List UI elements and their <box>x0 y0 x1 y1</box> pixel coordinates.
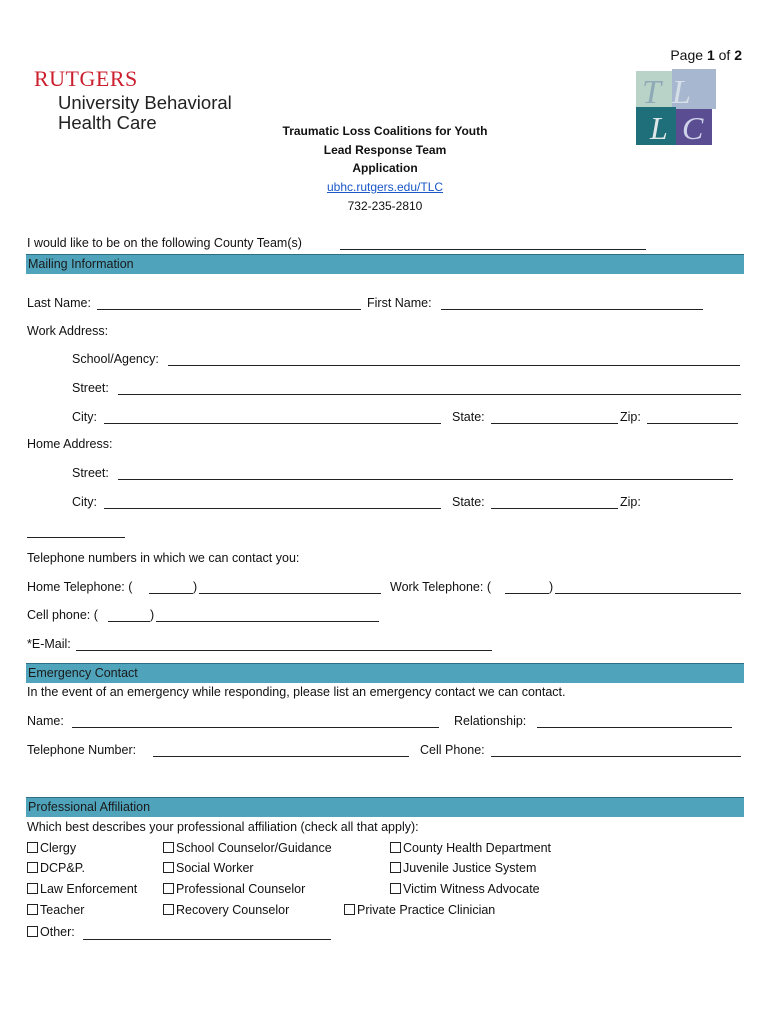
school-agency-field[interactable] <box>168 365 740 366</box>
work-street-field[interactable] <box>118 394 741 395</box>
page-number: Page 1 of 2 <box>670 47 742 63</box>
work-address-label: Work Address: <box>27 324 109 338</box>
checkbox-box[interactable] <box>27 883 38 894</box>
home-street-label: Street: <box>72 466 109 480</box>
section-professional <box>26 797 744 817</box>
work-zip-label: Zip: <box>620 410 641 424</box>
option-label: Victim Witness Advocate <box>403 882 540 896</box>
option-label: School Counselor/Guidance <box>176 841 332 855</box>
website-link[interactable]: ubhc.rutgers.edu/TLC <box>326 180 444 194</box>
emergency-cell-label: Cell Phone: <box>420 743 485 757</box>
logo-line-1: University Behavioral <box>58 92 232 113</box>
home-zip-label: Zip: <box>620 495 641 509</box>
option-label: DCP&P. <box>40 861 85 875</box>
work-state-label: State: <box>452 410 485 424</box>
checkbox-social-worker[interactable] <box>163 861 254 875</box>
work-tel-label: Work Telephone: ( <box>390 580 491 594</box>
home-street-field[interactable] <box>118 479 733 480</box>
checkbox-dcpp[interactable] <box>27 861 85 875</box>
work-zip-field[interactable] <box>647 423 738 424</box>
county-team-label: I would like to be on the following County Team(s) <box>27 236 302 250</box>
option-label: Juvenile Justice System <box>403 861 537 875</box>
cell-paren: ) <box>150 608 155 622</box>
affiliation-intro: Which best describes your professional affiliation (check all that apply): <box>27 820 419 834</box>
relationship-label: Relationship: <box>454 714 527 728</box>
checkbox-juvenile-justice[interactable] <box>390 861 536 875</box>
home-state-field[interactable] <box>491 508 618 509</box>
form-doc-type: Application <box>352 161 418 175</box>
svg-text:L: L <box>650 110 668 146</box>
svg-text:L: L <box>672 74 691 111</box>
relationship-field[interactable] <box>537 727 732 728</box>
option-label: Teacher <box>40 903 85 917</box>
email-label: *E-Mail: <box>27 637 71 651</box>
checkbox-clergy[interactable] <box>27 841 76 855</box>
cell-area-field[interactable] <box>108 621 150 622</box>
option-label: Law Enforcement <box>40 882 138 896</box>
checkbox-box[interactable] <box>27 862 38 873</box>
checkbox-school-counselor[interactable] <box>163 841 332 855</box>
emergency-name-label: Name: <box>27 714 64 728</box>
county-team-field[interactable] <box>340 249 646 250</box>
emergency-name-field[interactable] <box>72 727 439 728</box>
section-mailing-title: Mailing Information <box>28 257 134 271</box>
checkbox-county-health[interactable] <box>390 841 551 855</box>
work-city-field[interactable] <box>104 423 441 424</box>
cell-field[interactable] <box>156 621 379 622</box>
work-street-label: Street: <box>72 381 109 395</box>
last-name-label: Last Name: <box>27 296 91 310</box>
home-address-label: Home Address: <box>27 437 113 451</box>
work-city-label: City: <box>72 410 97 424</box>
option-label: Private Practice Clinician <box>357 903 496 917</box>
option-label: Professional Counselor <box>176 882 306 896</box>
email-field[interactable] <box>76 650 492 651</box>
checkbox-victim-witness[interactable] <box>390 882 540 896</box>
svg-text:C: C <box>682 110 704 146</box>
home-city-field[interactable] <box>104 508 441 509</box>
phones-intro: Telephone numbers in which we can contact you: <box>27 551 300 565</box>
checkbox-box[interactable] <box>27 904 38 915</box>
checkbox-box[interactable] <box>390 862 401 873</box>
section-emergency-title: Emergency Contact <box>28 666 138 680</box>
rutgers-logo: RUTGERS <box>34 66 138 91</box>
home-tel-paren: ) <box>193 580 198 594</box>
checkbox-box[interactable] <box>390 883 401 894</box>
option-label: County Health Department <box>403 841 551 855</box>
home-tel-area-field[interactable] <box>149 593 193 594</box>
first-name-field[interactable] <box>441 309 703 310</box>
emergency-tel-label: Telephone Number: <box>27 743 137 757</box>
home-city-label: City: <box>72 495 97 509</box>
checkbox-box[interactable] <box>163 883 174 894</box>
option-label: Social Worker <box>176 861 254 875</box>
checkbox-recovery-counselor[interactable] <box>163 903 289 917</box>
option-label: Recovery Counselor <box>176 903 290 917</box>
option-label: Clergy <box>40 841 77 855</box>
checkbox-box[interactable] <box>163 904 174 915</box>
section-professional-title: Professional Affiliation <box>28 800 151 814</box>
checkbox-box[interactable] <box>344 904 355 915</box>
option-label: Other: <box>40 925 75 939</box>
work-tel-field[interactable] <box>555 593 741 594</box>
checkbox-box[interactable] <box>390 842 401 853</box>
emergency-intro: In the event of an emergency while responding, please list an emergency contact we can contact. <box>27 685 566 699</box>
svg-text:T: T <box>642 74 661 111</box>
form-subtitle: Lead Response Team <box>323 143 447 157</box>
checkbox-box[interactable] <box>27 926 38 937</box>
checkbox-teacher[interactable] <box>27 903 84 917</box>
emergency-cell-field[interactable] <box>491 756 741 757</box>
contact-phone: 732-235-2810 <box>347 199 423 213</box>
checkbox-other[interactable] <box>27 925 75 939</box>
home-tel-field[interactable] <box>199 593 381 594</box>
checkbox-box[interactable] <box>163 862 174 873</box>
work-tel-area-field[interactable] <box>505 593 549 594</box>
checkbox-professional-counselor[interactable] <box>163 882 305 896</box>
other-field[interactable] <box>83 939 331 940</box>
home-zip-field[interactable] <box>27 537 125 538</box>
last-name-field[interactable] <box>97 309 361 310</box>
home-tel-label: Home Telephone: ( <box>27 580 133 594</box>
checkbox-box[interactable] <box>27 842 38 853</box>
checkbox-box[interactable] <box>163 842 174 853</box>
cell-label: Cell phone: ( <box>27 608 98 622</box>
home-state-label: State: <box>452 495 485 509</box>
form-title: Traumatic Loss Coalitions for Youth <box>282 124 488 138</box>
first-name-label: First Name: <box>367 296 432 310</box>
checkbox-private-practice[interactable] <box>344 903 495 917</box>
work-state-field[interactable] <box>491 423 618 424</box>
checkbox-law-enforcement[interactable] <box>27 882 137 896</box>
school-agency-label: School/Agency: <box>72 352 159 366</box>
section-emergency <box>26 663 744 683</box>
logo-line-2: Health Care <box>58 112 157 133</box>
work-tel-paren: ) <box>549 580 554 594</box>
section-mailing <box>26 254 744 274</box>
emergency-tel-field[interactable] <box>153 756 409 757</box>
